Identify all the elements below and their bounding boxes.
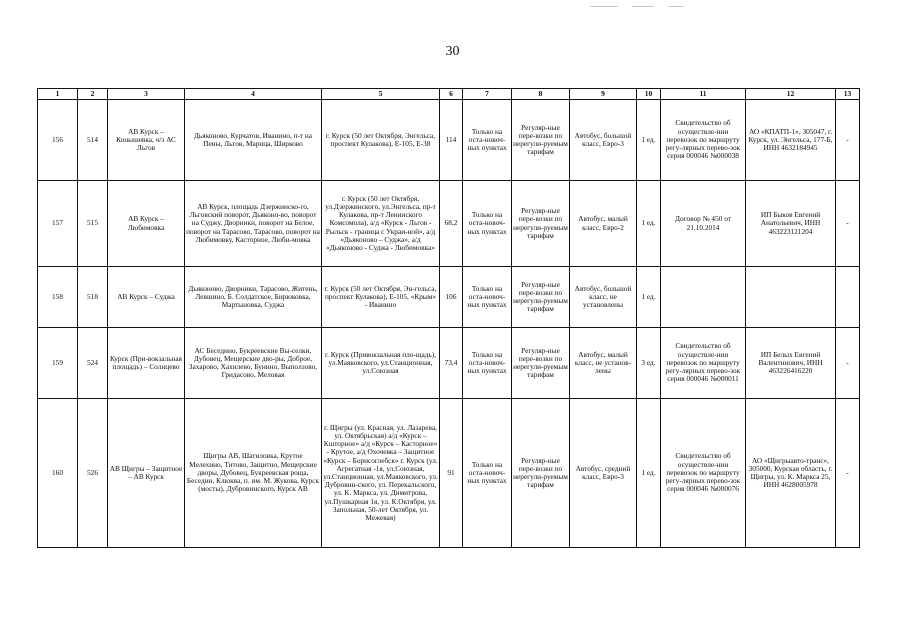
column-number: 7 [463,89,512,100]
route-stops: Дьяконово, Дворники, Тарасово, Житень, Левшино, Б. Солдатское, Бирюковка, Мартыновка, Суджа [185,267,322,328]
row-number: 159 [38,328,78,399]
route-name: Курск (При-вокзальная площадь) – Солнцево [108,328,185,399]
row-number: 160 [38,399,78,548]
table-row [38,328,860,399]
route-length: 106 [440,267,463,328]
route-stops: АВ Курск, площадь Дзержинско-го, Льговский поворот, Дьяконо-во, поворот на Суджу, Дворники, поворот на Белое, поворот на Тарасово, Тарасово, поворот на Любимовку, Касторное, Люби-мовка [185,181,322,267]
carrier-info [746,267,836,328]
route-streets: г. Курск (50 лет Октября, Эн-гельса, проспект Кулакова), Е-105, «Крым» - Иванино [322,267,440,328]
routes-table [37,88,860,548]
route-length: 114 [440,100,463,181]
page-number: 30 [445,44,460,59]
vehicle-count: 1 ед. [637,267,661,328]
transport-type: Регуляр-ные пере-возки по нерегули-руемым тарифам [512,328,570,399]
table-row [38,399,860,548]
vehicle-class: Автобус, средний класс, Евро-3 [570,399,637,548]
extra-field [836,267,860,328]
route-number: 518 [78,267,108,328]
column-number: 1 [38,89,78,100]
column-number: 10 [637,89,661,100]
column-number: 6 [440,89,463,100]
route-length: 68,2 [440,181,463,267]
transport-type: Регуляр-ные пере-возки по нерегули-руемым тарифам [512,100,570,181]
transport-type: Регуляр-ные пере-возки по нерегули-руемым тарифам [512,399,570,548]
row-number: 156 [38,100,78,181]
column-number: 13 [836,89,860,100]
row-number: 158 [38,267,78,328]
route-stops: Щигры АВ, Шатиловка, Крутое Мелехино, Титово, Защитно, Мещерские дворы, Дубовец, Букреевская роща, Беседин, Клюква, п. им. М. Жукова, Курск (мосты), Дубровинского, Курск АВ [185,399,322,548]
column-number-row [38,89,860,100]
carrier-info: ИП Быков Евгений Анатольевич, ИНН 463223121204 [746,181,836,267]
carrier-info: АО «КПАТП-1», 305047, г. Курск, ул. Энгельса, 177-Б, ИНН 4632184945 [746,100,836,181]
table-row [38,100,860,181]
route-length: 73,4 [440,328,463,399]
vehicle-class: Автобус, большой класс, Евро-3 [570,100,637,181]
column-number: 9 [570,89,637,100]
vehicle-count: 1 ед. [637,100,661,181]
column-number: 2 [78,89,108,100]
permit-document: Договор № 450 от 21.10.2014 [661,181,746,267]
column-number: 11 [661,89,746,100]
carrier-info: АО «Щигрыавто-транс», 305000, Курская область, г. Щигры, ул. К. Маркса 25, ИНН 4628005978 [746,399,836,548]
route-number: 526 [78,399,108,548]
extra-field: - [836,181,860,267]
top-edge-line [590,6,618,7]
route-name: АВ Курск – Конышевка, ч/з АС Льгов [108,100,185,181]
vehicle-count: 1 ед. [637,399,661,548]
route-streets: г. Щигры (ул. Красная, ул. Лазарева, ул. Октябрьская) а/д «Курск – Кшторное» а/д «Курск – Касторное» - Крутое, а/д Охочевка – Защитное «Курск – Борисоглебск» г. Курск (ул. Агрегатная -1я, ул.Союзная, ул.Станционная, ул.Маяковского, ул. Дубровин-ского, ул. Перекальского, ул. К. Маркса, ул. Димитрова, ул.Пушкарная 1я, ул. К.Октября, ул. Запольная, 50-лет Октября, ул. Межевая) [322,399,440,548]
vehicle-count: 1 ед. [637,181,661,267]
route-streets: г. Курск (50 лет Октября, Энгельса, проспект Кулакова), Е-105, Е-38 [322,100,440,181]
transport-type: Регуляр-ные пере-возки по нерегули-руемым тарифам [512,267,570,328]
vehicle-count: 3 ед. [637,328,661,399]
route-name: АВ Щигры – Защитное – АВ Курск [108,399,185,548]
route-streets: г. Курск (50 лет Октября, ул.Дзержинского, ул.Энгельса, пр-т Кулакова, пр-т Ленинского Комсомола), а/д «Курск - Льгов - Рыльск - граница с Украи-ной», а/д «Дьяконово – Суджа», а/д «Дьяконово - Суджа - Любимовка» [322,181,440,267]
route-name: АВ Курск – Суджа [108,267,185,328]
vehicle-class: Автобус, малый класс, Евро-2 [570,181,637,267]
permit-document: Свидетельство об осуществле-нии перевозок по маршруту регу-лярных перево-зок серия 000046 №000011 [661,328,746,399]
route-number: 524 [78,328,108,399]
route-number: 515 [78,181,108,267]
vehicle-class: Автобус, малый класс, не установ-лены [570,328,637,399]
stop-order: Только на оста-новоч-ных пунктах [463,399,512,548]
column-number: 3 [108,89,185,100]
top-edge-line [632,6,654,7]
permit-document: Свидетельство об осуществле-нии перевозок по маршруту регу-лярных перево-зок серия 000046 №000038 [661,100,746,181]
route-name: АВ Курск – Любимовка [108,181,185,267]
vehicle-class: Автобус, большой класс, не установлены [570,267,637,328]
permit-document: Свидетельство об осуществле-нии перевозок по маршруту регу-лярных перево-зок серия 000046 №000076 [661,399,746,548]
column-number: 12 [746,89,836,100]
row-number: 157 [38,181,78,267]
stop-order: Только на оста-новоч-ных пунктах [463,100,512,181]
extra-field: - [836,328,860,399]
carrier-info: ИП Белых Евгений Валентинович, ИНН 463226416220 [746,328,836,399]
route-number: 514 [78,100,108,181]
table-row [38,267,860,328]
column-number: 8 [512,89,570,100]
column-number: 4 [185,89,322,100]
extra-field: - [836,399,860,548]
route-stops: Дьяконово, Курчатов, Иванино, п-т на Пены, Льгов, Марица, Ширково [185,100,322,181]
extra-field: - [836,100,860,181]
column-number: 5 [322,89,440,100]
route-length: 91 [440,399,463,548]
top-edge-line [668,6,684,7]
route-stops: АС Беседино, Букреевские Вы-селки, Дубовец, Мещерские дво-ры, Доброе, Захарово, Хахилево, Бунино, Выползово, Гридасово, Меловая [185,328,322,399]
stop-order: Только на оста-новоч-ных пунктах [463,328,512,399]
stop-order: Только на оста-новоч-ных пунктах [463,181,512,267]
table-row [38,181,860,267]
stop-order: Только на оста-новоч-ных пунктах [463,267,512,328]
route-streets: г. Курск (Привокзальная пло-щадь), ул.Маяковского, ул.Станционная, ул.Союзная [322,328,440,399]
transport-type: Регуляр-ные пере-возки по нерегули-руемым тарифам [512,181,570,267]
permit-document [661,267,746,328]
